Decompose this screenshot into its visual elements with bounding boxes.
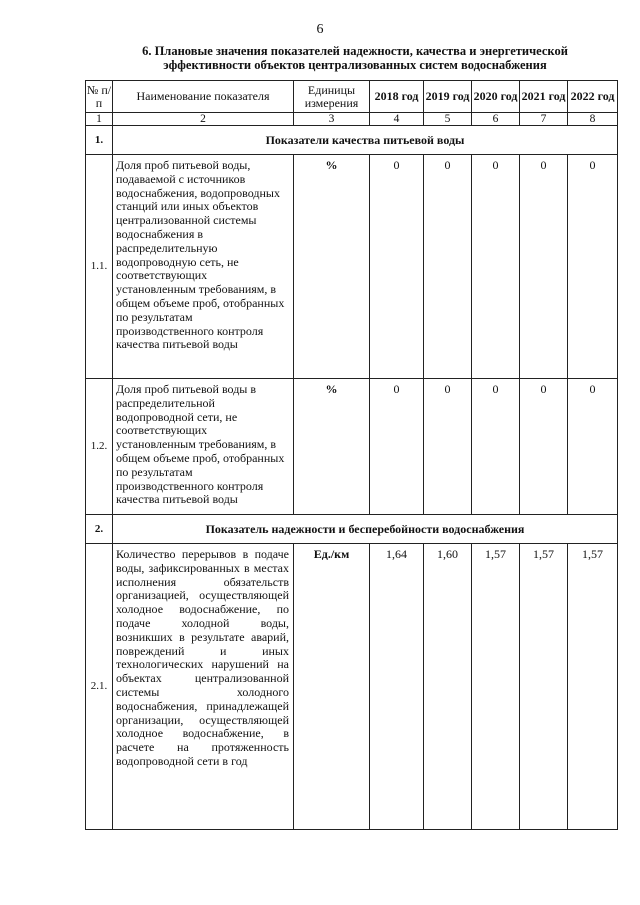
header-year-2018: 2018 год <box>370 81 424 113</box>
section-row <box>86 126 618 155</box>
value-2018: 0 <box>370 379 424 515</box>
column-number: 7 <box>520 113 568 126</box>
column-number: 2 <box>113 113 294 126</box>
unit-cell: Ед./км <box>294 544 370 830</box>
column-number: 1 <box>86 113 113 126</box>
header-year-2020: 2020 год <box>472 81 520 113</box>
table-row <box>86 379 618 515</box>
section-row <box>86 515 618 544</box>
value-2022: 1,57 <box>568 544 618 830</box>
section-heading: Показатели качества питьевой воды <box>113 126 618 155</box>
value-2019: 0 <box>424 379 472 515</box>
section-heading: Показатель надежности и бесперебойности водоснабжения <box>113 515 618 544</box>
indicator-name: Доля проб питьевой воды в распределительной водопроводной сети, не соответствующих установленным требованиям, в общем объеме проб, отобранных по результатам производственного контроля качества питьевой воды <box>113 379 294 515</box>
column-number: 5 <box>424 113 472 126</box>
header-unit: Единицы измерения <box>294 81 370 113</box>
unit-cell: % <box>294 379 370 515</box>
section-title-line-2: эффективности объектов централизованных систем водоснабжения <box>163 58 547 72</box>
page-number: 6 <box>316 22 324 37</box>
table-row <box>86 544 618 830</box>
row-number: 1.2. <box>86 379 113 515</box>
header-name: Наименование показателя <box>113 81 294 113</box>
value-2018: 1,64 <box>370 544 424 830</box>
row-number: 1.1. <box>86 155 113 379</box>
value-2020: 0 <box>472 155 520 379</box>
value-2020: 1,57 <box>472 544 520 830</box>
value-2019: 1,60 <box>424 544 472 830</box>
column-number: 3 <box>294 113 370 126</box>
value-2021: 0 <box>520 155 568 379</box>
value-2018: 0 <box>370 155 424 379</box>
column-number: 8 <box>568 113 618 126</box>
value-2021: 1,57 <box>520 544 568 830</box>
indicators-table <box>85 80 618 830</box>
header-num: № п/п <box>86 81 113 113</box>
value-2020: 0 <box>472 379 520 515</box>
header-year-2019: 2019 год <box>424 81 472 113</box>
column-number: 4 <box>370 113 424 126</box>
section-title-line-1: 6. Плановые значения показателей надежности, качества и энергетической <box>142 44 568 58</box>
header-year-2021: 2021 год <box>520 81 568 113</box>
section-number: 1. <box>86 126 113 155</box>
section-title <box>120 44 590 72</box>
value-2022: 0 <box>568 379 618 515</box>
column-number: 6 <box>472 113 520 126</box>
value-2021: 0 <box>520 379 568 515</box>
header-year-2022: 2022 год <box>568 81 618 113</box>
table-header-row <box>86 81 618 113</box>
row-number: 2.1. <box>86 544 113 830</box>
table-row <box>86 155 618 379</box>
value-2019: 0 <box>424 155 472 379</box>
indicator-name: Количество перерывов в подаче воды, зафиксированных в местах исполнения обязательств организацией, осуществляющей холодное водоснабжение, по подаче холодной воды, возникших в результате аварий, повреждений и иных технологических нарушений на объектах централизованной системы холодного водоснабжения, принадлежащей организации, осуществляющей холодное водоснабжение, в расчете на протяженность водопроводной сети в год <box>113 544 294 830</box>
value-2022: 0 <box>568 155 618 379</box>
section-number: 2. <box>86 515 113 544</box>
indicator-name: Доля проб питьевой воды, подаваемой с источников водоснабжения, водопроводных станций или иных объектов централизованной системы водоснабжения в распределительную водопроводную сеть, не соответствующих установленным требованиям, в общем объеме проб, отобранных по результатам производственного контроля качества питьевой воды <box>113 155 294 379</box>
unit-cell: % <box>294 155 370 379</box>
column-number-row <box>86 113 618 126</box>
